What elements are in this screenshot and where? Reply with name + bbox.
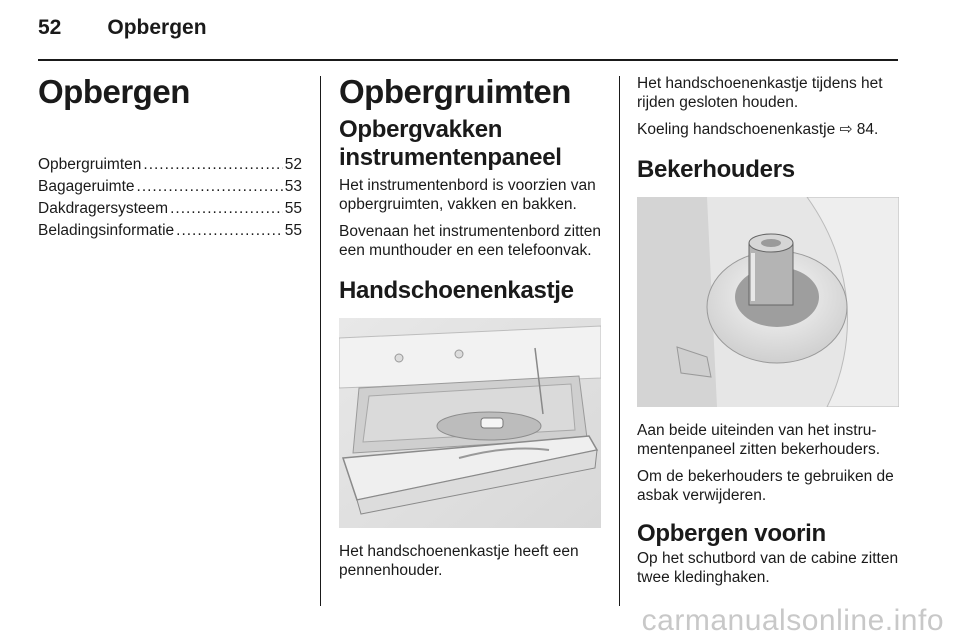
column-divider <box>320 76 321 606</box>
content-column-3 <box>637 74 901 595</box>
toc-column <box>38 74 302 242</box>
toc-entry[interactable] <box>38 198 302 220</box>
header-rule <box>38 59 898 61</box>
glovebox-illustration <box>339 318 601 528</box>
paragraph: Om de bekerhouders te gebruiken de asbak verwijderen. <box>637 468 894 504</box>
page-header <box>38 16 207 46</box>
toc-entry-page: 52 <box>284 156 302 173</box>
toc-entry-label: Beladingsinformatie <box>38 222 175 239</box>
section-heading: Opbergruimten <box>339 73 571 110</box>
toc-entry[interactable] <box>38 154 302 176</box>
toc-list <box>38 154 302 242</box>
content-column-2 <box>339 74 603 588</box>
toc-entry-label: Dakdragersysteem <box>38 200 169 217</box>
toc-entry-label: Opbergruimten <box>38 156 142 173</box>
toc-leader <box>176 220 283 242</box>
paragraph: Koeling handschoenenkastje ⇨ 84. <box>637 121 879 138</box>
toc-leader <box>137 176 283 198</box>
paragraph: Het handschoenenkastje heeft een pennenhouder. <box>339 543 579 579</box>
toc-entry-page: 55 <box>284 200 302 217</box>
toc-leader <box>143 154 282 176</box>
subsection-heading: Handschoenenkastje <box>339 277 574 304</box>
toc-entry-page: 53 <box>284 178 302 195</box>
column-divider <box>619 76 620 606</box>
toc-entry[interactable] <box>38 220 302 242</box>
toc-entry[interactable] <box>38 176 302 198</box>
chapter-title: Opbergen <box>38 73 190 110</box>
toc-leader <box>170 198 283 220</box>
cupholder-illustration <box>637 197 899 407</box>
subsection-heading: Opbergen voorin <box>637 520 826 547</box>
subsection-heading: Bekerhouders <box>637 156 795 183</box>
paragraph: Aan beide uiteinden van het instrumentenpaneel zitten bekerhouders. <box>637 422 880 458</box>
watermark: carmanualsonline.info <box>641 604 944 637</box>
toc-entry-page: 55 <box>284 222 302 239</box>
paragraph: Bovenaan het instrumentenbord zitten een munthouder en een telefoonvak. <box>339 223 601 259</box>
page-number: 52 <box>38 16 62 39</box>
paragraph: Het handschoenenkastje tijdens het rijden gesloten houden. <box>637 75 883 111</box>
toc-entry-label: Bagageruimte <box>38 178 135 195</box>
paragraph: Het instrumentenbord is voorzien van opbergruimten, vakken en bakken. <box>339 177 596 213</box>
subsection-heading: Opbergvakken instrumentenpaneel <box>339 116 562 171</box>
section-title: Opbergen <box>107 16 207 39</box>
paragraph: Op het schutbord van de cabine zitten twee kledinghaken. <box>637 550 899 586</box>
